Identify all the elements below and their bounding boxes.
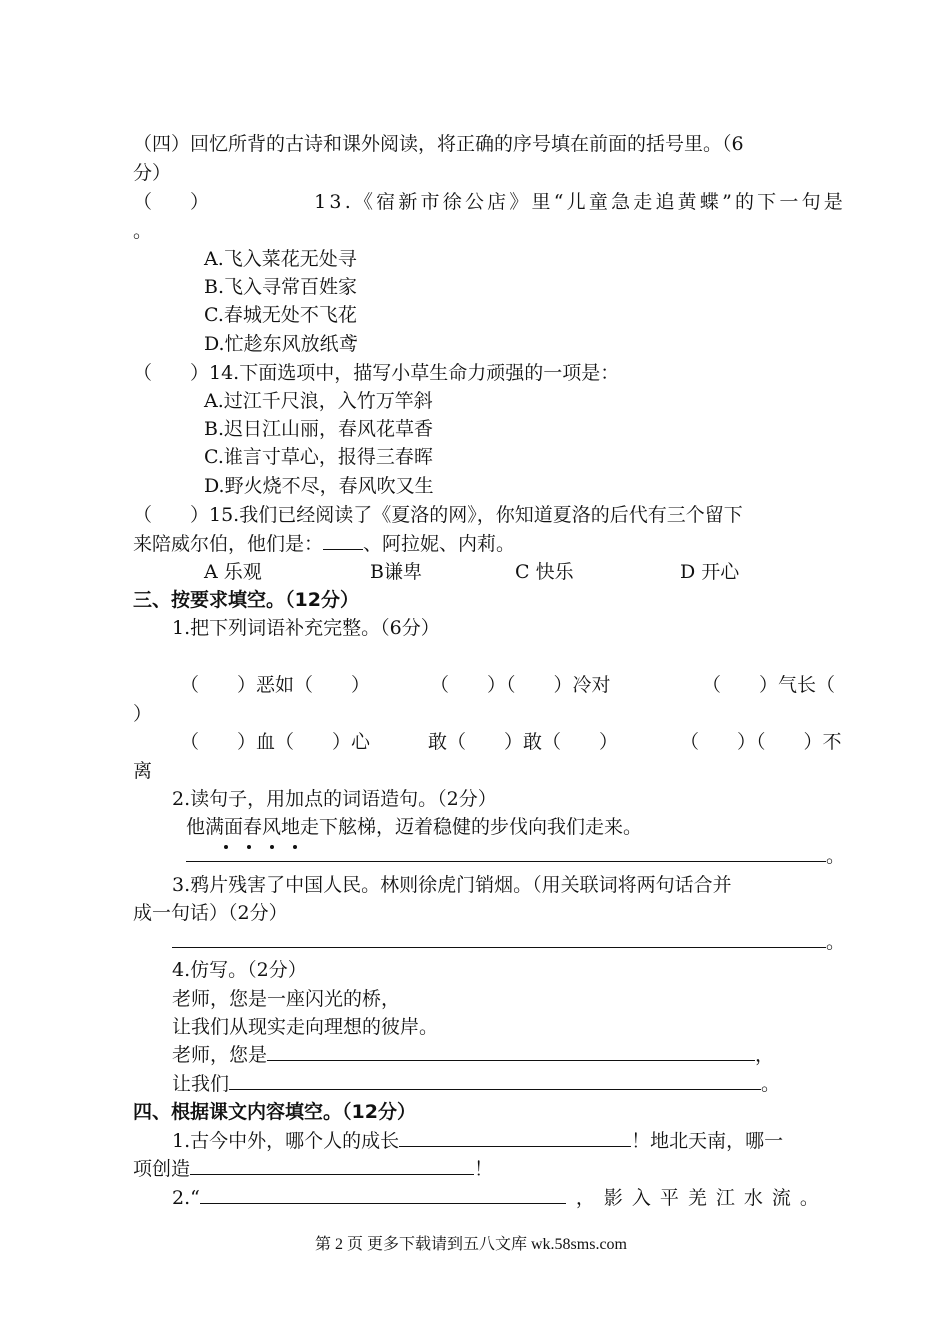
question-15-blank[interactable] [323,531,363,550]
section-4-q2-prefix: 2.“ [172,1187,200,1209]
question-13-option-b: B.飞入寻常百姓家 [204,276,358,298]
q4-answer-2-end: 。 [761,1073,781,1095]
question-15-option-a: A 乐观 [204,561,262,583]
question-13-option-a: A.飞入菜花无处寻 [204,248,357,270]
page-footer: 第 2 页 更多下载请到五八文库 wk.58sms.com [315,1236,628,1253]
section-3-q2-answer-line [186,843,845,869]
section-4-q1-line2-prefix: 项创造 [133,1158,191,1180]
q4-answer-2-blank[interactable] [229,1071,761,1090]
question-14-option-c: C.谁言寸草心，报得三春晖 [204,446,433,468]
section-3-q3-line2: 成一句话）（2分） [133,902,288,924]
idiom-2: （ ）（ ）冷对 [430,674,611,696]
question-15-line2 [133,531,515,557]
section-3-q4-answer-2 [172,1071,780,1097]
idiom-3: （ ）气长（ [702,674,836,696]
question-14-stem: （ ）14.下面选项中，描写小草生命力顽强的一项是： [133,362,620,384]
section-4-q1-blank-2[interactable] [190,1156,474,1175]
idiom-4: （ ）血（ ）心 [180,731,371,753]
part4-heading-line1: （四）回忆所背的古诗和课外阅读，将正确的序号填在前面的括号里。（6 [133,133,744,155]
q3-answer-end: 。 [826,931,846,953]
section-4-heading: 四、根据课文内容填空。（12分） [133,1101,416,1123]
q2-answer-end: 。 [826,845,846,867]
idiom-1: （ ）恶如（ ） [180,674,371,696]
question-15-option-d: D 开心 [680,561,740,583]
question-14-option-d: D.野火烧不尽，春风吹又生 [204,475,434,497]
section-4-q2-line [172,1185,828,1211]
section-3-heading: 三、按要求填空。（12分） [133,589,359,611]
question-14-option-b: B.迟日江山丽，春风花草香 [204,418,434,440]
q4-answer-1-end: ， [755,1044,775,1066]
question-13-option-c: C.春城无处不飞花 [204,304,357,326]
section-4-q1-line2 [133,1156,493,1182]
q3-answer-blank[interactable] [172,929,826,948]
q4-answer-1-blank[interactable] [267,1042,755,1061]
section-4-q1-end: ！ [474,1158,494,1180]
question-13-option-d: D.忙趁东风放纸鸢 [204,333,358,355]
section-4-q2-blank[interactable] [200,1185,566,1204]
section-4-q1-line1 [172,1128,783,1154]
idiom-6-wrap: 离 [133,760,153,782]
section-3-q2-sentence: 他满面春风地走下舷梯，迈着稳健的步伐向我们走来。 [186,816,643,838]
section-4-q1-prefix: 1.古今中外，哪个人的成长 [172,1130,400,1152]
section-3-q3-answer-line [172,929,845,955]
idiom-6: （ ）（ ）不 [680,731,842,753]
section-3-q3-line1: 3.鸦片残害了中国人民。林则徐虎门销烟。（用关联词将两句话合并 [172,874,732,896]
q4-answer-2-prefix: 让我们 [172,1073,230,1095]
question-13-tail: 。 [133,220,153,242]
section-3-q4-answer-1 [172,1042,774,1068]
question-13-stem [133,189,846,215]
part4-heading-line2: 分） [133,162,172,184]
question-14-option-a: A.过江千尺浪，入竹万竿斜 [204,390,433,412]
q2-answer-blank[interactable] [186,843,826,862]
section-3-q1-label: 1.把下列词语补充完整。（6分） [172,617,440,639]
idiom-3-wrap: ） [133,703,153,725]
section-3-q2-label: 2.读句子，用加点的词语造句。（2分） [172,788,497,810]
section-3-q4-label: 4.仿写。（2分） [172,959,307,981]
idiom-5: 敢（ ）敢（ ） [428,731,619,753]
question-15-line2-prefix: 来陪威尔伯，他们是： [133,533,324,555]
question-13-paren: （ ） [133,191,210,213]
section-4-q1-mid: ！地北天南，哪一 [631,1130,784,1152]
section-4-q2-suffix: ，影入平羌江水流。 [575,1187,828,1209]
question-13-text: 13.《宿新市徐公店》里“儿童急走追黄蝶”的下一句是 [314,191,846,213]
section-3-q4-example-2: 让我们从现实走向理想的彼岸。 [172,1016,439,1038]
question-15-line1: （ ）15.我们已经阅读了《夏洛的网》，你知道夏洛的后代有三个留下 [133,504,743,526]
section-4-q1-blank-1[interactable] [399,1128,631,1147]
question-15-line2-suffix: 、阿拉妮、内莉。 [363,533,516,555]
q4-answer-1-prefix: 老师，您是 [172,1044,268,1066]
section-3-q4-example-1: 老师，您是一座闪光的桥， [172,988,401,1010]
question-15-option-b: B谦卑 [370,561,422,583]
question-15-option-c: C 快乐 [515,561,574,583]
